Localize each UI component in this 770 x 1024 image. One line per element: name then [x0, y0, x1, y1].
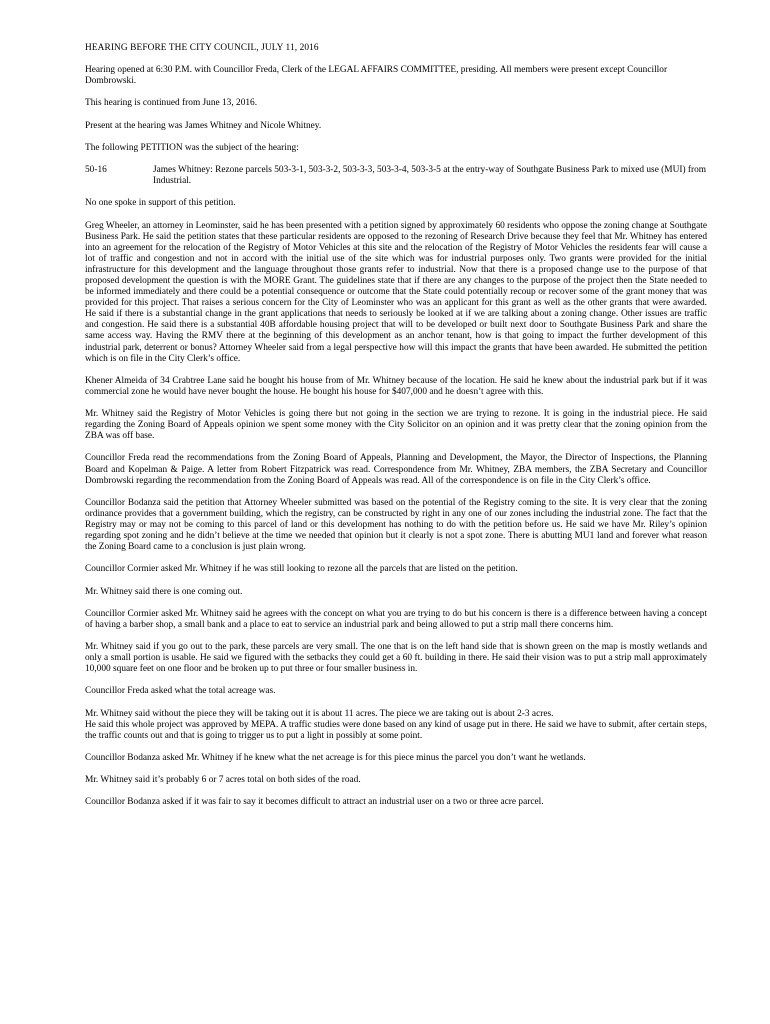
document-title: HEARING BEFORE THE CITY COUNCIL, JULY 11, 2016 [85, 43, 319, 53]
wheeler-paragraph: Greg Wheeler, an attorney in Leominster, said he has been presented with a petition signed by approximately 60 residents who oppose the zoning change at Southgate Business Park. He said the petition states that these particular residents are opposed to the rezoning of Research Drive because they feel that Mr. Whitney has entered into an agreement for the relocation of the Registry of Motor Vehicles at this site and the relocation of the Registry of Motor Vehicles the residents fear will cause a lot of traffic and congestion and not in accord with the initial use of the site which was for industrial purposes only. Two grants were provided for the initial infrastructure for this development and the language throughout those grants refer to industrial. Now that there is a proposed change use to the purpose of that proposed development the question is with the MORE Grant. The guidelines state that if there are any changes to the purpose of the project then the State needed to be informed immediately and there could be a potential consequence or outcome that the State could potentially recoup or recover some of the grant money that was provided for this project. That raises a serious concern for the City of Leominster who was an applicant for this grant as well as the other grants that were awarded. He said if there is a substantial change in the grant applications that needs to seriously be looked at if we are talking about a zoning change. Other issues are traffic and congestion. He said there is a substantial 40B affordable housing project that will to be developed or built next door to Southgate Business Park and share the same access way. Having the RMV there at the beginning of this development as an anchor tenant, how is that going to impact the further development of this industrial park, deterrent or bonus? Attorney Wheeler said from a legal perspective how will this impact the grants that have been awarded. He submitted the petition which is on file in the City Clerk’s office. [85, 220, 707, 364]
freda-acreage-paragraph: Councillor Freda asked what the total acreage was. [85, 686, 276, 697]
whitney-net-acreage-paragraph: Mr. Whitney said it’s probably 6 or 7 acres total on both sides of the road. [85, 775, 361, 786]
petition-intro: The following PETITION was the subject of the hearing: [85, 142, 299, 153]
opening-paragraph: Hearing opened at 6:30 P.M. with Councillor Freda, Clerk of the LEGAL AFFAIRS COMMITTEE, presiding. All members were present except Councillor Dombrowski. [85, 65, 668, 87]
cormier-concern-paragraph: Councillor Cormier asked Mr. Whitney said he agrees with the concept on what you are trying to do but his concern is there is a difference between having a concept of having a barber shop, a small bank and a place to eat to service an industrial park and being allowed to put a strip mall there concerns him. [85, 608, 707, 630]
bodanza-paragraph: Councillor Bodanza said the petition that Attorney Wheeler submitted was based on the potential of the Registry coming to the site. It is very clear that the zoning ordinance provides that a government building, which the registry, can be constructed by right in any one of our zones including the industrial zone. The fact that the Registry may or may not be coming to this parcel of land or this development has nothing to do with the petition before us. He said we have Mr. Riley’s opinion regarding spot zoning and he didn’t believe at the time we needed that opinion but it clearly is not a spot zone. There is abutting MU1 land and forever what reason the Zoning Board came to a conclusion is just plain wrong. [85, 497, 707, 553]
freda-recommendations-paragraph: Councillor Freda read the recommendations from the Zoning Board of Appeals, Planning and Development, the Mayor, the Director of Inspections, the Planning Board and Kopelman & Paige. A letter from Robert Fitzpatrick was read. Correspondence from Mr. Whitney, ZBA members, the ZBA Secretary and Councillor Dombrowski regarding the recommendation from the Zoning Board of Appeals was read. All of the correspondence is on file in the City Clerk’s office. [85, 453, 707, 486]
whitney-parcels-paragraph: Mr. Whitney said if you go out to the park, these parcels are very small. The one that is on the left hand side that is shown green on the map is mostly wetlands and only a small portion is usable. He said we figured with the setbacks they could get a 60 ft. building in there. He said their vision was to put a strip mall approximately 10,000 square feet on one floor and be broken up to put three or four smaller business in. [85, 642, 707, 675]
whitney-one-out-paragraph: Mr. Whitney said there is one coming out. [85, 586, 243, 597]
petition-item [85, 165, 707, 187]
whitney-registry-paragraph: Mr. Whitney said the Registry of Motor Vehicles is going there but not going in the section we are trying to rezone. It is going in the industrial piece. He said regarding the Zoning Board of Appeals opinion we spent some money with the City Solicitor on an opinion and it was pretty clear that the zoning opinion from the ZBA was off base. [85, 409, 707, 442]
cormier-question-paragraph: Councillor Cormier asked Mr. Whitney if he was still looking to rezone all the parcels that are listed on the petition. [85, 564, 518, 575]
acreage-line-2: He said this whole project was approved by MEPA. A traffic studies were done based on any kind of usage put in there. He said we have to submit, after certain steps, the traffic counts out and that is going to trigger us to put a light in possibly at some point. [85, 719, 707, 741]
document-body [85, 43, 707, 820]
acreage-line-1: Mr. Whitney said without the piece they will be taking out it is about 11 acres. The piece we are taking out is about 2-3 acres. [85, 708, 554, 719]
bodanza-net-acreage-paragraph: Councillor Bodanza asked Mr. Whitney if he knew what the net acreage is for this piece minus the parcel you don’t want he wetlands. [85, 753, 586, 763]
almeida-paragraph: Khener Almeida of 34 Crabtree Lane said he bought his house from of Mr. Whitney because of the location. He said he knew about the industrial park but if it was commercial zone he would have never bought the house. He bought his house for $407,000 and he doesn’t agree with this. [85, 375, 707, 397]
support-paragraph: No one spoke in support of this petition. [85, 198, 236, 209]
bodanza-industrial-paragraph: Councillor Bodanza asked if it was fair to say it becomes difficult to attract an industrial user on a two or three acre parcel. [85, 797, 544, 808]
petition-number: 50-16 [85, 165, 107, 176]
continued-paragraph: This hearing is continued from June 13, 2016. [85, 98, 258, 109]
present-paragraph: Present at the hearing was James Whitney and Nicole Whitney. [85, 120, 322, 131]
whitney-acreage-paragraph [85, 709, 707, 742]
petition-text: James Whitney: Rezone parcels 503-3-1, 503-3-2, 503-3-3, 503-3-4, 503-3-5 at the entry-way of Southgate Business Park to mixed use (MUI) from Industrial. [153, 165, 707, 187]
